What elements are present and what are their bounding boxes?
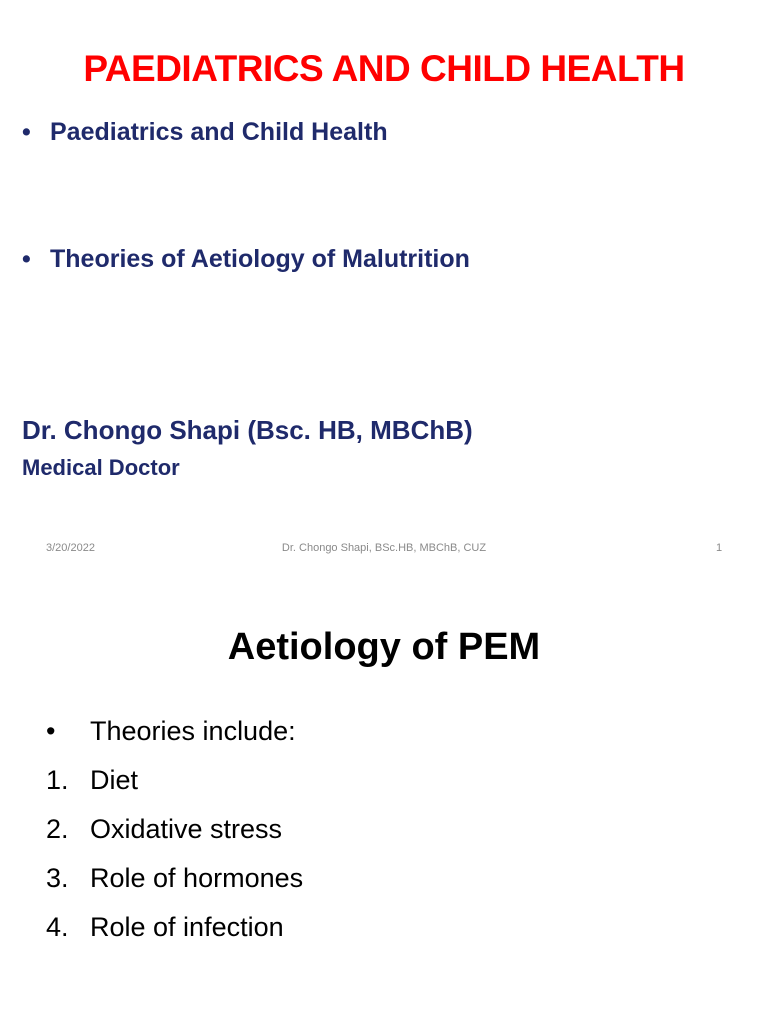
slide-1-bullet [22,245,470,274]
theories-list [46,716,303,961]
slide-2 [0,576,768,1024]
list-marker: • [46,716,56,746]
footer-date: 3/20/2022 [46,542,95,554]
list-item [46,863,303,912]
list-item [46,814,303,863]
author-role: Medical Doctor [22,455,180,480]
list-item [46,912,303,961]
list-item-text: Diet [90,765,139,795]
list-item-text: Oxidative stress [90,814,283,844]
list-marker: 2. [46,814,69,844]
list-item [46,765,303,814]
slide-1-bullet [22,118,388,147]
list-item [46,716,303,765]
slide-1-title: PAEDIATRICS AND CHILD HEALTH [83,48,685,89]
bullet-marker: • [22,118,31,146]
author-name: Dr. Chongo Shapi (Bsc. HB, MBChB) [22,415,473,445]
footer-author: Dr. Chongo Shapi, BSc.HB, MBChB, CUZ [281,542,487,554]
list-item-text: Role of infection [90,912,284,942]
bullet-text: Theories of Aetiology of Malutrition [50,245,470,273]
list-marker: 3. [46,863,69,893]
footer-page-number: 1 [716,542,723,554]
slide-2-title: Aetiology of PEM [227,626,541,668]
list-item-text: Role of hormones [90,863,304,893]
list-marker: 4. [46,912,69,942]
bullet-text: Paediatrics and Child Health [50,118,388,146]
bullet-marker: • [22,245,31,273]
list-item-text: Theories include: [90,716,296,746]
list-marker: 1. [46,765,69,795]
